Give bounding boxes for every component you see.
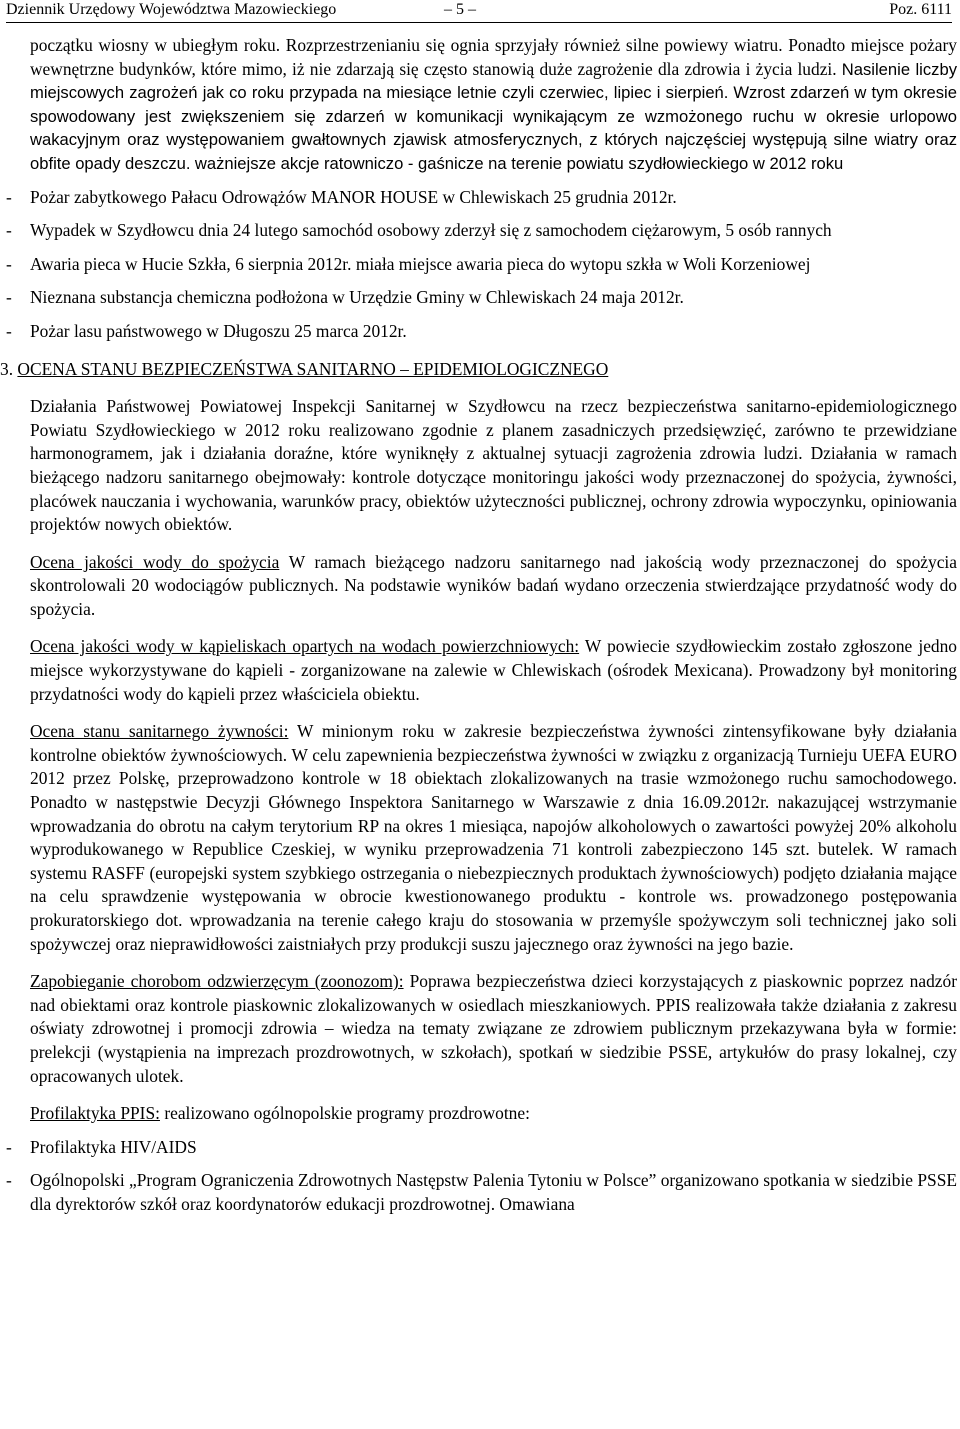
- incident-item: - Awaria pieca w Hucie Szkła, 6 sierpnia 2012r. miała miejsce awaria pieca do wytopu szkła w Woli Korzeniowej: [6, 253, 811, 274]
- water-quality-label: Ocena jakości wody do spożycia: [30, 551, 280, 572]
- incident-item: - Pożar zabytkowego Pałacu Odrowążów MANOR HOUSE w Chlewiskach 25 grudnia 2012r.: [6, 186, 677, 207]
- section-paragraph-1: Działania Państwowej Powiatowej Inspekcji Sanitarnej w Szydłowcu na rzecz bezpieczeństwa sanitarno-epidemiologicznego Powiatu Szydłowieckiego w 2012 roku realizowano zgodnie z planem zasadniczych przedsięwzięć, zarówno te przewidziane harmonogramem, jak i działania doraźne, które wyniknęły z aktualnej sytuacji zagrożenia zdrowia ludzi. Działania w ramach bieżącego nadzoru sanitarnego obejmowały: kontrole dotyczące monitoringu jakości wody przeznaczonej do spożycia, żywności, placówek nauczania i wychowania, warunków pracy, obiektów użyteczności publicznej, ochrony zdrowia wypoczynku, opiniowania projektów nowych obiektów.: [30, 396, 957, 535]
- water-quality-paragraph: Ocena jakości wody do spożycia W ramach bieżącego nadzoru sanitarnego nad jakością wody przeznaczonej do spożycia skontrolowali 20 wodociągów publicznych. Na podstawie wyników badań wydano orzeczenia stwierdzające przydatność wody do spożycia.: [30, 551, 957, 619]
- position-number: Poz. 6111: [889, 1, 952, 18]
- food-safety-label: Ocena stanu sanitarnego żywności:: [30, 721, 289, 742]
- intro-text-1: początku wiosny w ubiegłym roku. Rozprzestrzenianiu się ognia sprzyjały również silne powiewy wiatru. Ponadto miejsce pożary wewnętrzne budynków, które mimo, iż nie zdarzają się często stanowią duże zagrożenie dla zdrowia i życia ludzi.: [30, 35, 957, 79]
- prophylaxis-paragraph: Profilaktyka PPIS: realizowano ogólnopolskie programy prozdrowotne:: [30, 1103, 530, 1124]
- program-item: - Ogólnopolski „Program Ograniczenia Zdrowotnych Następstw Palenia Tytoniu w Polsce” organizowano spotkania w siedzibie PSSE dla dyrektorów szkół oraz koordynatorów edukacji prozdrowotnej. Omawiana: [6, 1170, 957, 1214]
- page-header: [6, 0, 952, 23]
- journal-title: Dziennik Urzędowy Województwa Mazowieckiego: [6, 1, 337, 18]
- document-body: [0, 34, 957, 1217]
- incident-item: - Nieznana substancja chemiczna podłożona w Urzędzie Gminy w Chlewiskach 24 maja 2012r.: [6, 287, 684, 308]
- bathing-water-label: Ocena jakości wody w kąpieliskach opartych na wodach powierzchniowych:: [30, 636, 580, 657]
- program-item: - Profilaktyka HIV/AIDS: [6, 1136, 197, 1157]
- prophylaxis-label: Profilaktyka PPIS:: [30, 1103, 160, 1124]
- zoonoses-paragraph: Zapobieganie chorobom odzwierzęcym (zoonozom): Poprawa bezpieczeństwa dzieci korzystających z piaskownic poprzez nadzór nad obiektami oraz kontrole piaskownic zlokalizowanych w osiedlach mieszkaniowych. PPIS realizowała także działania z zakresu oświaty zdrowotnej i promocji zdrowia – wiedza na tematy związane ze zdrowiem publicznym przekazywana była w formie: prelekcji (wystąpienia na imprezach prozdrowotnych, w szkołach), spotkań w siedzibie PSSE, artykułów do prasy lokalnej, czy opracowanych ulotek.: [30, 971, 957, 1086]
- food-safety-paragraph: Ocena stanu sanitarnego żywności: W minionym roku w zakresie bezpieczeństwa żywności zintensyfikowane były działania kontrolne obiektów żywnościowych. W celu zapewnienia bezpieczeństwa żywności w związku z organizacją Turnieju UEFA EURO 2012 przez Polskę, przeprowadzono kontrole w 18 obiektach zlokalizowanych na trasie wzmożonego ruchu samochodowego. Ponadto w następstwie Decyzji Głównego Inspektora Sanitarnego w Warszawie z dnia 16.09.2012r. nakazującej wstrzymanie wprowadzania do obrotu na całym terytorium RP na okres 1 miesiąca, napojów alkoholowych o zawartości powyżej 20% alkoholu wyprodukowanego w Republice Czeskiej, w wyniku przeprowadzenia 71 kontroli zabezpieczono 145 szt. butelek. W ramach systemu RASFF (europejski system szybkiego ostrzegania o niebezpiecznych produktach żywnościowych) podjęto działania mające na celu sprawdzenie występowania w obrocie kwestionowanego produktu - kontrole ws. prowadzonego postępowania prokuratorskiego dot. wprowadzania na terenie całego kraju do stosowania w przemyśle spożywczym soli technicznej jako soli spożywczej oraz nieprawidłowości zaistniałych przy produkcji suszu jajecznego oraz żywności na jego bazie.: [30, 721, 957, 954]
- zoonoses-label: Zapobieganie chorobom odzwierzęcym (zoonozom):: [30, 971, 404, 992]
- intro-paragraph: [30, 34, 957, 176]
- intro-text-4: ważniejsze akcje ratowniczo - gaśnicze na terenie powiatu szydłowieckiego w 2012 roku: [194, 153, 844, 173]
- section-heading: 3. OCENA STANU BEZPIECZEŃSTWA SANITARNO – EPIDEMIOLOGICZNEGO: [0, 358, 609, 379]
- bathing-water-paragraph: Ocena jakości wody w kąpieliskach opartych na wodach powierzchniowych: W powiecie szydłowieckim zostało zgłoszone jedno miejsce wykorzystywane do kąpieli - zorganizowane na zalewie w Chlewiskach (ośrodek Mexicana). Prowadzony był monitoring przydatności wody do kąpieli przez właściciela obiektu.: [30, 636, 957, 704]
- intro-text-3: Wzrost zdarzeń w tym okresie spowodowany jest zwiększeniem się zdarzeń w komunikacji wynikającym ze wzmożonego ruchu w okresie urlopowo wakacyjnym oraz występowaniem gwałtownych zjawisk atmosferycznych, z których najczęściej występują silne wiatry oraz obfite opady deszczu.: [30, 83, 957, 173]
- page-number: – 5 –: [444, 1, 476, 18]
- section-heading-text: OCENA STANU BEZPIECZEŃSTWA SANITARNO – EPIDEMIOLOGICZNEGO: [17, 358, 609, 379]
- incident-item: - Pożar lasu państwowego w Długoszu 25 marca 2012r.: [6, 320, 407, 341]
- incident-item: - Wypadek w Szydłowcu dnia 24 lutego samochód osobowy zderzył się z samochodem ciężarowym, 5 osób rannych: [6, 220, 832, 241]
- intro-text-2: Nasilenie liczby miejscowych zagrożeń jak co roku przypada na miesiące letnie czyli czerwiec, lipiec i sierpień.: [30, 59, 957, 103]
